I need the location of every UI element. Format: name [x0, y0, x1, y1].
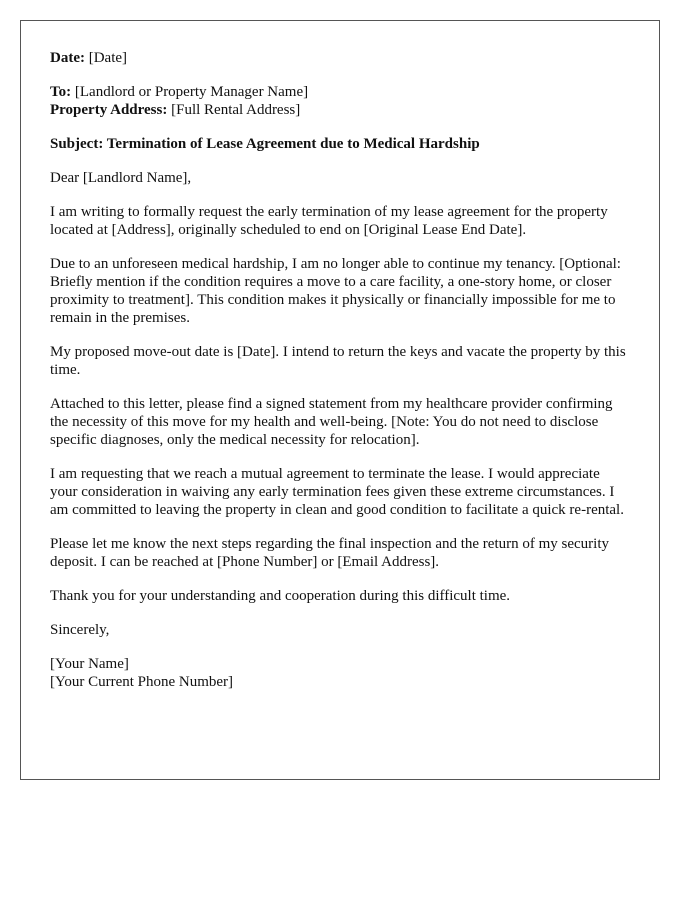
paragraph-hardship: Due to an unforeseen medical hardship, I am no longer able to continue my tenancy. [Optional: Briefly mention if the condition requires a move to a care facility, a one-story home, or closer proximity to treatment]. This condition makes it physically or financially impossible for me to remain in the premises.	[50, 256, 621, 326]
date-label: Date:	[50, 50, 85, 66]
subject-line: Subject: Termination of Lease Agreement due to Medical Hardship	[50, 136, 480, 152]
paragraph-attachment: Attached to this letter, please find a signed statement from my healthcare provider confirming the necessity of this move for my health and well-being. [Note: You do not need to disclose specific diagnoses, only the medical necessity for relocation].	[50, 396, 613, 448]
property-address-line	[50, 101, 630, 119]
paragraph-next-steps: Please let me know the next steps regarding the final inspection and the return of my security deposit. I can be reached at [Phone Number] or [Email Address].	[50, 536, 610, 570]
closing: Sincerely,	[50, 622, 110, 638]
paragraph-thanks: Thank you for your understanding and cooperation during this difficult time.	[50, 588, 511, 604]
property-address-label: Property Address:	[50, 102, 168, 118]
letter-body	[50, 49, 630, 707]
recipient-block	[50, 83, 630, 119]
to-label: To:	[50, 84, 72, 100]
date-line	[50, 49, 630, 67]
property-address-value: [Full Rental Address]	[171, 102, 301, 118]
to-line	[50, 83, 630, 101]
signature-block	[50, 655, 630, 691]
paragraph-request: I am requesting that we reach a mutual agreement to terminate the lease. I would appreciate your consideration in waiving any early termination fees given these extreme circumstances. I am committed to leaving the property in clean and good condition to facilitate a quick re-rental.	[50, 466, 624, 518]
signature-phone: [Your Current Phone Number]	[50, 674, 234, 690]
salutation: Dear [Landlord Name],	[50, 170, 192, 186]
paragraph-intro: I am writing to formally request the early termination of my lease agreement for the property located at [Address], originally scheduled to end on [Original Lease End Date].	[50, 204, 608, 238]
date-value: [Date]	[88, 50, 128, 66]
to-value: [Landlord or Property Manager Name]	[74, 84, 309, 100]
paragraph-move-out: My proposed move-out date is [Date]. I intend to return the keys and vacate the property by this time.	[50, 344, 626, 378]
letter-page	[20, 20, 660, 780]
signature-name: [Your Name]	[50, 656, 129, 672]
